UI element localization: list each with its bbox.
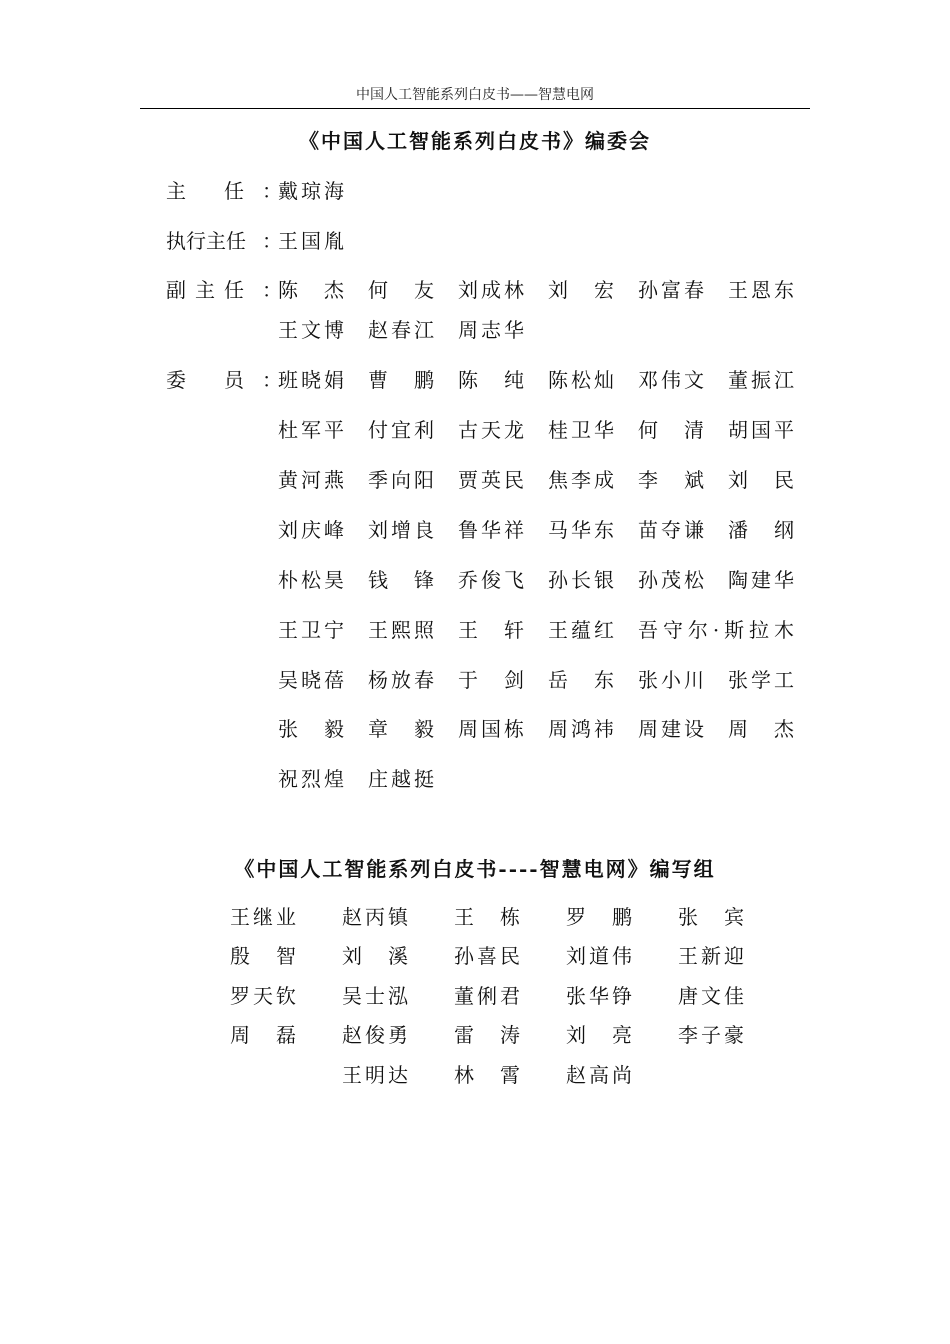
author-name: 孙 喜 民 bbox=[454, 944, 520, 968]
author-name: 周 磊 bbox=[230, 1023, 296, 1047]
author-name: 吴 士 泓 bbox=[342, 984, 408, 1008]
member-name: 胡 国 平 bbox=[728, 418, 794, 442]
member-name: 周 鸿 祎 bbox=[548, 717, 614, 741]
member-name: 孙 富 春 bbox=[638, 278, 704, 302]
member-name: 庄 越 挺 bbox=[368, 767, 434, 791]
member-name: 刘 增 良 bbox=[368, 518, 434, 542]
member-name: 刘 成 林 bbox=[458, 278, 524, 302]
member-name: 何 清 bbox=[638, 418, 704, 442]
author-name: 董 俐 君 bbox=[454, 984, 520, 1008]
writing-group-row bbox=[230, 1020, 790, 1050]
member-name: 王 国 胤 bbox=[278, 229, 344, 253]
author-name: 王 明 达 bbox=[342, 1063, 408, 1087]
member-name: 孙 茂 松 bbox=[638, 568, 704, 592]
member-name: 曹 鹏 bbox=[368, 368, 434, 392]
member-name: 何 友 bbox=[368, 278, 434, 302]
author-name: 赵 高 尚 bbox=[566, 1063, 632, 1087]
writing-group-row bbox=[230, 902, 790, 932]
role-label: 执 行 主 任 ： bbox=[166, 229, 282, 253]
author-name: 罗 天 钦 bbox=[230, 984, 296, 1008]
member-name: 张 小 川 bbox=[638, 668, 704, 692]
member-name: 陈 纯 bbox=[458, 368, 524, 392]
member-name: 杨 放 春 bbox=[368, 668, 434, 692]
member-name: 邓 伟 文 bbox=[638, 368, 704, 392]
member-name: 鲁 华 祥 bbox=[458, 518, 524, 542]
member-name: 赵 春 江 bbox=[368, 318, 434, 342]
member-name: 潘 纲 bbox=[728, 518, 794, 542]
writing-group-title: 《中国人工智能系列白皮书----智慧电网》编写组 bbox=[234, 857, 716, 881]
author-name: 王 栋 bbox=[454, 905, 520, 929]
member-name: 焦 李 成 bbox=[548, 468, 614, 492]
member-name: 马 华 东 bbox=[548, 518, 614, 542]
role-label: 委 员 ： bbox=[166, 368, 282, 392]
member-name: 陈 松 灿 bbox=[548, 368, 614, 392]
author-name: 李 子 豪 bbox=[678, 1023, 744, 1047]
member-name: 钱 锋 bbox=[368, 568, 434, 592]
author-name: 林 霄 bbox=[454, 1063, 520, 1087]
member-name: 张 毅 bbox=[278, 717, 344, 741]
member-name: 王 轩 bbox=[458, 618, 524, 642]
author-name: 刘 道 伟 bbox=[566, 944, 632, 968]
member-name: 戴 琼 海 bbox=[278, 179, 344, 203]
author-name: 刘 溪 bbox=[342, 944, 408, 968]
member-name: 王 文 博 bbox=[278, 318, 344, 342]
author-name: 唐 文 佳 bbox=[678, 984, 744, 1008]
member-name: 周 志 华 bbox=[458, 318, 524, 342]
author-name: 雷 涛 bbox=[454, 1023, 520, 1047]
member-name: 周 杰 bbox=[728, 717, 794, 741]
author-name: 张 华 铮 bbox=[566, 984, 632, 1008]
writing-group-row bbox=[230, 1060, 790, 1090]
header-rule bbox=[140, 108, 810, 109]
member-name: 刘 庆 峰 bbox=[278, 518, 344, 542]
member-name: 季 向 阳 bbox=[368, 468, 434, 492]
member-name: 王 熙 照 bbox=[368, 618, 434, 642]
member-name: 王 恩 东 bbox=[728, 278, 794, 302]
writing-group-row bbox=[230, 941, 790, 971]
member-name: 黄 河 燕 bbox=[278, 468, 344, 492]
author-name: 张 宾 bbox=[678, 905, 744, 929]
member-name: 吴 晓 蓓 bbox=[278, 668, 344, 692]
member-name: 付 宜 利 bbox=[368, 418, 434, 442]
member-name: 杜 军 平 bbox=[278, 418, 344, 442]
member-name: 周 建 设 bbox=[638, 717, 704, 741]
member-name: 刘 宏 bbox=[548, 278, 614, 302]
member-name: 周 国 栋 bbox=[458, 717, 524, 741]
member-name: 张 学 工 bbox=[728, 668, 794, 692]
author-name: 王 继 业 bbox=[230, 905, 296, 929]
author-name: 殷 智 bbox=[230, 944, 296, 968]
running-header: 中国人工智能系列白皮书——智慧电网 bbox=[356, 87, 594, 103]
member-name: 桂 卫 华 bbox=[548, 418, 614, 442]
member-name: 岳 东 bbox=[548, 668, 614, 692]
member-name: 苗 夺 谦 bbox=[638, 518, 704, 542]
member-name: 刘 民 bbox=[728, 468, 794, 492]
role-label: 副 主 任 ： bbox=[166, 278, 282, 302]
member-name: 章 毅 bbox=[368, 717, 434, 741]
member-name: 祝 烈 煌 bbox=[278, 767, 344, 791]
member-name: 王 卫 宁 bbox=[278, 618, 344, 642]
member-name: 乔 俊 飞 bbox=[458, 568, 524, 592]
member-name: 朴 松 昊 bbox=[278, 568, 344, 592]
member-name: 班 晓 娟 bbox=[278, 368, 344, 392]
member-name: 贾 英 民 bbox=[458, 468, 524, 492]
author-name: 罗 鹏 bbox=[566, 905, 632, 929]
role-label: 主 任 ： bbox=[166, 179, 282, 203]
member-name: 古 天 龙 bbox=[458, 418, 524, 442]
author-name: 刘 亮 bbox=[566, 1023, 632, 1047]
member-name: 王 蕴 红 bbox=[548, 618, 614, 642]
writing-group-row bbox=[230, 981, 790, 1011]
member-name: 陈 杰 bbox=[278, 278, 344, 302]
member-name: 孙 长 银 bbox=[548, 568, 614, 592]
author-name: 王 新 迎 bbox=[678, 944, 744, 968]
member-name: 于 剑 bbox=[458, 668, 524, 692]
author-name: 赵 丙 镇 bbox=[342, 905, 408, 929]
member-name: 陶 建 华 bbox=[728, 568, 794, 592]
member-name: 吾 守 尔 · 斯 拉 木 bbox=[638, 618, 794, 642]
committee-title: 《中国人工智能系列白皮书》编委会 bbox=[299, 129, 651, 153]
author-name: 赵 俊 勇 bbox=[342, 1023, 408, 1047]
member-name: 董 振 江 bbox=[728, 368, 794, 392]
member-name: 李 斌 bbox=[638, 468, 704, 492]
